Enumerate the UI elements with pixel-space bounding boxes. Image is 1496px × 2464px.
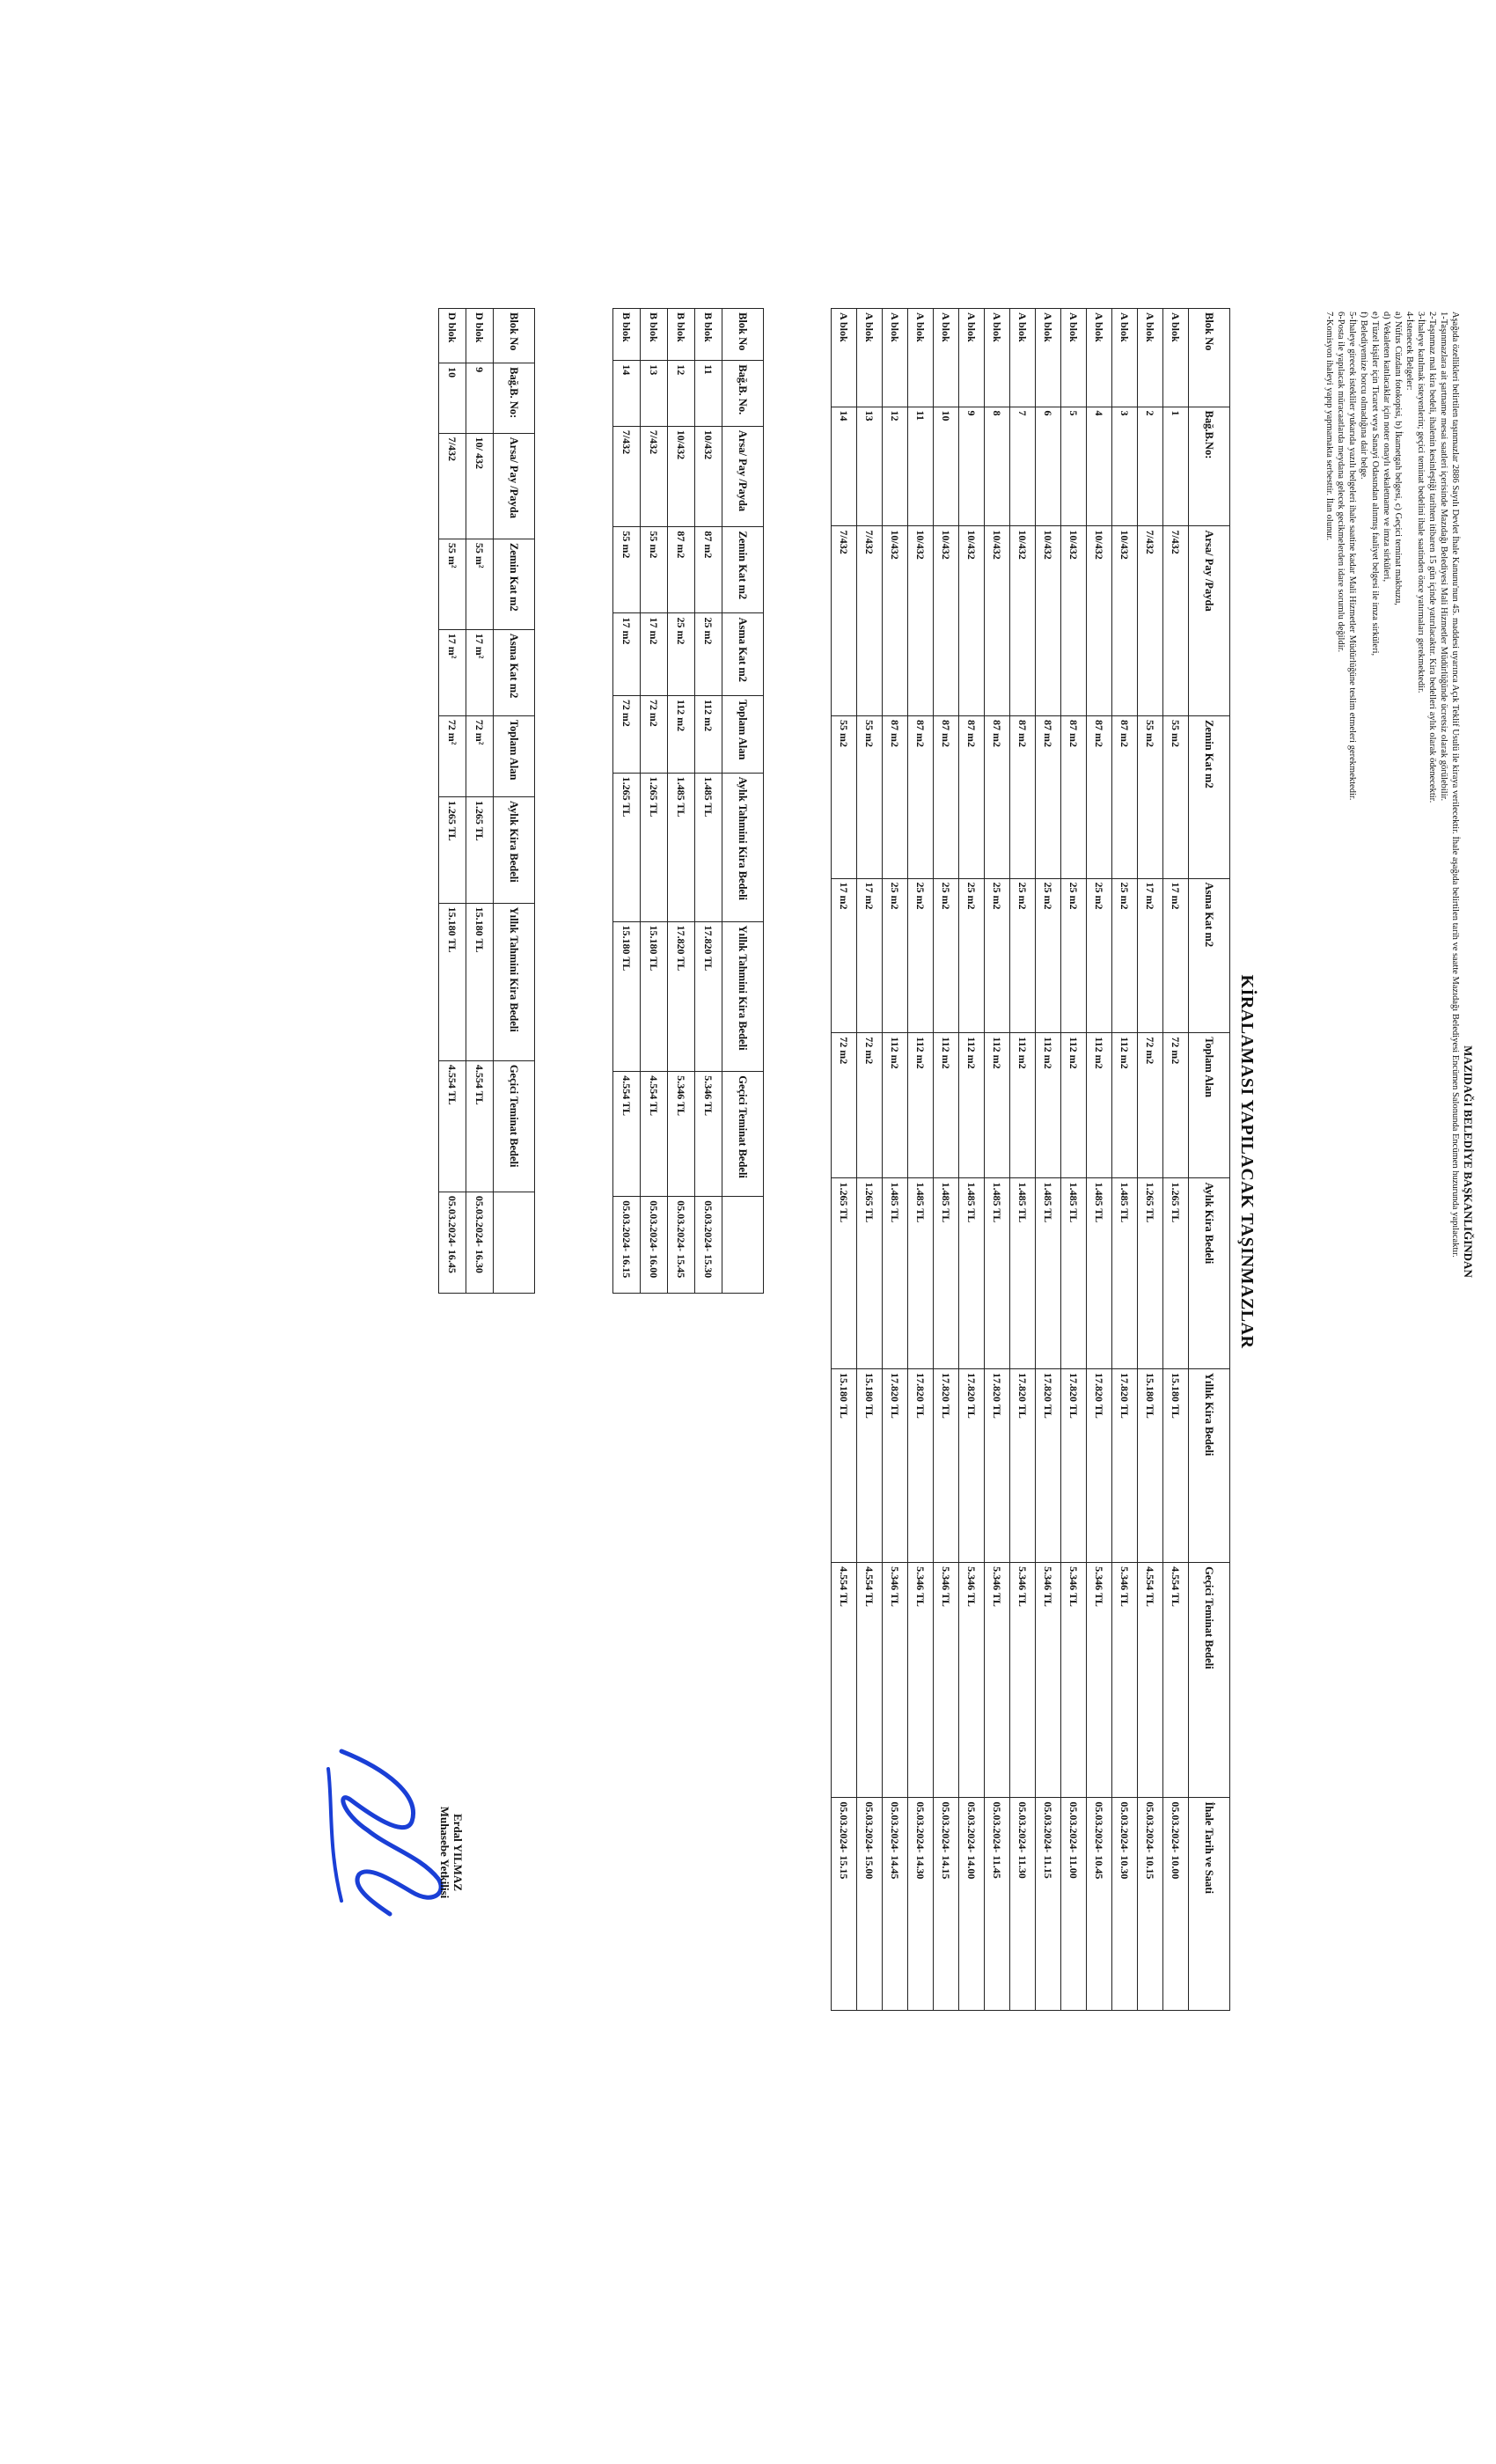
table-cell: 17.820 TL: [934, 1369, 959, 1563]
table-row: [439, 309, 466, 1294]
table-cell: 25 m2: [695, 613, 722, 695]
table-cell: 05.03.2024- 11.45: [985, 1798, 1010, 2011]
table-row: [908, 309, 934, 2011]
column-header: [722, 1197, 764, 1294]
table-row: [613, 309, 641, 1294]
table-cell: 10/432: [959, 526, 985, 716]
table-cell: 72 m2: [1163, 1033, 1189, 1178]
table-cell: 10/432: [695, 426, 722, 527]
intro-line: 6-Posta ile yapılacak müracaatlarda meydana gelecek gecikmelerden idare sorumlu değildir.: [1336, 312, 1346, 653]
table-cell: 55 m2: [832, 715, 857, 878]
table-cell: 17.820 TL: [883, 1369, 908, 1563]
column-header: Asma Kat m2: [1189, 878, 1230, 1033]
column-header: Bağ.B. No.: [722, 361, 764, 427]
table-cell: 3: [1112, 407, 1138, 526]
column-header: Zemin Kat m2: [494, 539, 535, 629]
table-cell: 112 m2: [1087, 1033, 1112, 1178]
column-header: Geçici Teminat Bedeli: [1189, 1563, 1230, 1798]
table-cell: 10/ 432: [466, 433, 494, 539]
table-cell: 87 m2: [908, 715, 934, 878]
column-header: Zemin Kat m2: [722, 527, 764, 613]
table-cell: 17.820 TL: [908, 1369, 934, 1563]
table-cell: 05.03.2024- 11.15: [1036, 1798, 1061, 2011]
table-cell: 15.180 TL: [613, 921, 641, 1072]
table-cell: 87 m2: [959, 715, 985, 878]
table-cell: 7/432: [832, 526, 857, 716]
table-cell: 55 m2: [1163, 715, 1189, 878]
table-cell: 55 m²: [466, 539, 494, 629]
table-cell: 15.180 TL: [832, 1369, 857, 1563]
table-cell: 25 m2: [1087, 878, 1112, 1033]
table-cell: A blok: [908, 309, 934, 407]
table-cell: 25 m2: [985, 878, 1010, 1033]
table-cell: 5.346 TL: [1036, 1563, 1061, 1798]
table-cell: B blok: [641, 309, 668, 361]
table-cell: 55 m²: [439, 539, 466, 629]
column-header: Blok No: [494, 309, 535, 363]
intro-line: e) Tüzel kişiler için Ticaret veya Sanayi Odasından alınmış faaliyet belgesi ile imza sirküleri,: [1370, 312, 1380, 656]
table-cell: 5.346 TL: [1087, 1563, 1112, 1798]
table-cell: 1.485 TL: [1061, 1178, 1087, 1369]
table-cell: 9: [466, 363, 494, 433]
table-cell: 8: [985, 407, 1010, 526]
table-cell: 112 m2: [1010, 1033, 1036, 1178]
table-cell: 72 m2: [1138, 1033, 1163, 1178]
column-header: Yıllık Tahmini Kira Bedeli: [494, 903, 535, 1060]
table-cell: 87 m2: [668, 527, 695, 613]
table-cell: 10: [439, 363, 466, 433]
table-cell: 17 m2: [613, 613, 641, 695]
table-cell: 6: [1036, 407, 1061, 526]
table-row: [883, 309, 908, 2011]
table-cell: 112 m2: [959, 1033, 985, 1178]
table-cell: 05.03.2024- 14.00: [959, 1798, 985, 2011]
table-cell: 17.820 TL: [1036, 1369, 1061, 1563]
table-cell: A blok: [1112, 309, 1138, 407]
table-cell: 87 m2: [985, 715, 1010, 878]
main-title: KİRALAMASI YAPILACAK TAŞINMAZLAR: [1237, 974, 1257, 1349]
table-cell: A blok: [1061, 309, 1087, 407]
table-cell: 72 m²: [439, 715, 466, 796]
table-cell: 10/432: [668, 426, 695, 527]
intro-line: 4-İstenecek Belgeler:: [1404, 312, 1414, 391]
table-cell: 05.03.2024- 10.30: [1112, 1798, 1138, 2011]
table-cell: 10/432: [908, 526, 934, 716]
table-cell: 05.03.2024- 14.45: [883, 1798, 908, 2011]
table-cell: 5.346 TL: [934, 1563, 959, 1798]
table-cell: 1.265 TL: [439, 796, 466, 903]
column-header: [494, 1192, 535, 1293]
table-cell: 17 m2: [832, 878, 857, 1033]
signature-block: [438, 1778, 465, 1927]
column-header: Bağ.B. No:: [494, 363, 535, 433]
table-cell: A blok: [959, 309, 985, 407]
table-cell: 4.554 TL: [439, 1060, 466, 1192]
table-cell: 87 m2: [1010, 715, 1036, 878]
table-cell: 72 m2: [857, 1033, 883, 1178]
table-cell: 112 m2: [985, 1033, 1010, 1178]
table-cell: 10: [934, 407, 959, 526]
table-cell: 17 m2: [1138, 878, 1163, 1033]
table-cell: 14: [613, 361, 641, 427]
table-cell: 5.346 TL: [985, 1563, 1010, 1798]
table-row: [985, 309, 1010, 2011]
intro-text: [1324, 308, 1461, 2015]
table-cell: 05.03.2024- 14.30: [908, 1798, 934, 2011]
table-cell: 5.346 TL: [959, 1563, 985, 1798]
table-cell: 25 m2: [1036, 878, 1061, 1033]
table-cell: 25 m2: [934, 878, 959, 1033]
column-header: Zemin Kat m2: [1189, 715, 1230, 878]
table-cell: A blok: [883, 309, 908, 407]
table-cell: 17 m2: [857, 878, 883, 1033]
table-row: [934, 309, 959, 2011]
table-cell: 112 m2: [668, 695, 695, 773]
column-header: Asma Kat m2: [494, 629, 535, 715]
column-header: Toplam Alan: [1189, 1033, 1230, 1178]
table-cell: 72 m2: [832, 1033, 857, 1178]
intro-line: d) Vekaleten katılacaklar için noter onaylı vekaletname ve imza sirküleri,: [1382, 312, 1391, 583]
table-row: [857, 309, 883, 2011]
table-cell: 112 m2: [934, 1033, 959, 1178]
rotated-document-page: [280, 308, 1477, 2015]
table-row: [1112, 309, 1138, 2011]
table-cell: 1.485 TL: [1112, 1178, 1138, 1369]
column-header: Yıllık Kira Bedeli: [1189, 1369, 1230, 1563]
table-cell: D blok: [466, 309, 494, 363]
table-cell: 1.265 TL: [857, 1178, 883, 1369]
properties-table-b: [612, 308, 764, 1294]
table-header-row: [494, 309, 535, 1294]
column-header: Geçici Teminat Bedeli: [722, 1072, 764, 1197]
table-row: [1138, 309, 1163, 2011]
column-header: Yıllık Tahmini Kira Bedeli: [722, 921, 764, 1072]
intro-line: 1-Taşınmazlara ait şartname mesai saatleri içerisinde Mazıdağı Belediyesi Mali Hizmetler Müdürlüğünde ücretsiz olarak görülebilir.: [1439, 312, 1448, 802]
table-header-row: [1189, 309, 1230, 2011]
table-cell: 1.485 TL: [1010, 1178, 1036, 1369]
table-cell: 112 m2: [908, 1033, 934, 1178]
intro-line: 3-İhaleye katılmak isteyenlerin; geçici teminat bedelini ihale saatinden önce yatırmaları gerekmektedir.: [1416, 312, 1426, 693]
table-cell: 10/432: [934, 526, 959, 716]
table-cell: 112 m2: [1036, 1033, 1061, 1178]
table-cell: 15.180 TL: [1138, 1369, 1163, 1563]
column-header: Asma Kat m2: [722, 613, 764, 695]
table-cell: 87 m2: [1061, 715, 1087, 878]
table-cell: 15.180 TL: [641, 921, 668, 1072]
column-header: Aylık Tahmini Kira Bedeli: [722, 773, 764, 921]
table-cell: 1.265 TL: [641, 773, 668, 921]
intro-line: 2-Taşınmaz mal kira bedeli, ihalenin kesinleştiği tarihten itibaren 15 gün içinde yatırılacaktır. Kira bedelleri aylık olarak ödenecektir.: [1427, 312, 1437, 803]
table-cell: 05.03.2024- 15.00: [857, 1798, 883, 2011]
table-cell: 1.265 TL: [613, 773, 641, 921]
table-row: [1010, 309, 1036, 2011]
table-row: [668, 309, 695, 1294]
table-cell: 13: [857, 407, 883, 526]
table-cell: 4.554 TL: [857, 1563, 883, 1798]
table-cell: 55 m2: [857, 715, 883, 878]
table-cell: 1.485 TL: [695, 773, 722, 921]
table-cell: 87 m2: [1112, 715, 1138, 878]
table-cell: 7/432: [1138, 526, 1163, 716]
table-cell: 17 m²: [439, 629, 466, 715]
column-header: Geçici Teminat Bedeli: [494, 1060, 535, 1192]
table-cell: 87 m2: [934, 715, 959, 878]
table-cell: 17 m²: [466, 629, 494, 715]
table-cell: 1.485 TL: [1036, 1178, 1061, 1369]
table-cell: 05.03.2024- 15.45: [668, 1197, 695, 1294]
table-cell: 112 m2: [1061, 1033, 1087, 1178]
column-header: Arsa/ Pay /Payda: [1189, 526, 1230, 716]
table-cell: 25 m2: [1061, 878, 1087, 1033]
table-cell: 05.03.2024- 10.45: [1087, 1798, 1112, 2011]
table-cell: 17 m2: [1163, 878, 1189, 1033]
table-row: [959, 309, 985, 2011]
table-cell: 5: [1061, 407, 1087, 526]
table-cell: B blok: [695, 309, 722, 361]
table-cell: A blok: [1010, 309, 1036, 407]
table-cell: 1.265 TL: [832, 1178, 857, 1369]
table-cell: 1.485 TL: [1087, 1178, 1112, 1369]
intro-line: 7-Komisyon ihaleyi yapıp yapmamakta serbesttir. İlan olunur.: [1324, 312, 1334, 541]
table-cell: A blok: [1163, 309, 1189, 407]
table-cell: 1: [1163, 407, 1189, 526]
properties-table-a: [831, 308, 1230, 2011]
table-cell: A blok: [934, 309, 959, 407]
table-cell: 4.554 TL: [1163, 1563, 1189, 1798]
table-cell: 05.03.2024- 14.15: [934, 1798, 959, 2011]
table-cell: 7/432: [857, 526, 883, 716]
table-cell: 1.485 TL: [668, 773, 695, 921]
table-cell: 1.485 TL: [883, 1178, 908, 1369]
table-row: [1163, 309, 1189, 2011]
table-cell: 05.03.2024- 16.45: [439, 1192, 466, 1293]
table-row: [1036, 309, 1061, 2011]
table-cell: 05.03.2024- 11.30: [1010, 1798, 1036, 2011]
intro-line: a) Nüfus Cüzdanı fotokopisi, b) İkametgah belgesi, c) Geçici teminat makbuzu,: [1393, 312, 1403, 605]
column-header: Toplam Alan: [722, 695, 764, 773]
table-cell: 1.265 TL: [1163, 1178, 1189, 1369]
table-cell: 4.554 TL: [641, 1072, 668, 1197]
column-header: Bağ.B.No:: [1189, 407, 1230, 526]
table-cell: 4.554 TL: [466, 1060, 494, 1192]
table-cell: 17.820 TL: [1010, 1369, 1036, 1563]
table-cell: 15.180 TL: [1163, 1369, 1189, 1563]
table-cell: 11: [695, 361, 722, 427]
table-row: [1061, 309, 1087, 2011]
column-header: Aylık Kira Bedeli: [494, 796, 535, 903]
table-cell: 05.03.2024- 16.30: [466, 1192, 494, 1293]
table-cell: 05.03.2024- 16.15: [613, 1197, 641, 1294]
intro-line: f) Belediyemize borcu olmadığına dair belge.: [1359, 312, 1368, 480]
table-cell: 25 m2: [668, 613, 695, 695]
table-cell: 7/432: [641, 426, 668, 527]
table-cell: 25 m2: [883, 878, 908, 1033]
table-cell: 112 m2: [883, 1033, 908, 1178]
table-cell: 5.346 TL: [1112, 1563, 1138, 1798]
table-cell: 17.820 TL: [695, 921, 722, 1072]
intro-line: Aşağıda özellikleri belirtilen taşınmazlar 2886 Sayılı Devlet İhale Kanunu'nun 45. maddesi uyarınca Açık Teklif Usulü ile kiraya verilecektir. İhale aşağıda belirtilen tarih ve saatte Mazıdağı Belediyesi Encümen Salonunda Encümen huzurunda yapılacaktır.: [1450, 312, 1460, 1258]
table-cell: 1.485 TL: [908, 1178, 934, 1369]
table-cell: 05.03.2024- 10.00: [1163, 1798, 1189, 2011]
table-cell: 7/432: [613, 426, 641, 527]
column-header: İhale Tarih ve Saati: [1189, 1798, 1230, 2011]
table-cell: 11: [908, 407, 934, 526]
table-cell: B blok: [613, 309, 641, 361]
table-cell: 5.346 TL: [1010, 1563, 1036, 1798]
table-cell: 05.03.2024- 11.00: [1061, 1798, 1087, 2011]
table-cell: 15.180 TL: [857, 1369, 883, 1563]
table-cell: 72 m2: [641, 695, 668, 773]
table-cell: A blok: [1087, 309, 1112, 407]
table-cell: 10/432: [1061, 526, 1087, 716]
signatory-name: Erdal YILMAZ: [451, 1814, 465, 1891]
signatory-title: Muhasebe Yetkilisi: [438, 1806, 451, 1899]
table-cell: 10/432: [1036, 526, 1061, 716]
table-cell: 05.03.2024- 10.15: [1138, 1798, 1163, 2011]
table-cell: 55 m2: [1138, 715, 1163, 878]
table-cell: 9: [959, 407, 985, 526]
column-header: Toplam Alan: [494, 715, 535, 796]
table-cell: 1.265 TL: [466, 796, 494, 903]
table-cell: 1.485 TL: [934, 1178, 959, 1369]
table-cell: 17.820 TL: [1087, 1369, 1112, 1563]
table-cell: 72 m2: [613, 695, 641, 773]
table-cell: A blok: [1138, 309, 1163, 407]
table-cell: 5.346 TL: [695, 1072, 722, 1197]
table-cell: 87 m2: [1087, 715, 1112, 878]
table-cell: 12: [668, 361, 695, 427]
table-cell: 72 m²: [466, 715, 494, 796]
table-cell: 87 m2: [1036, 715, 1061, 878]
column-header: Arsa/ Pay /Payda: [722, 426, 764, 527]
table-cell: 15.180 TL: [466, 903, 494, 1060]
table-cell: 13: [641, 361, 668, 427]
table-cell: 14: [832, 407, 857, 526]
table-cell: 5.346 TL: [668, 1072, 695, 1197]
table-cell: 17 m2: [641, 613, 668, 695]
table-cell: A blok: [832, 309, 857, 407]
table-cell: 17.820 TL: [1061, 1369, 1087, 1563]
table-cell: 25 m2: [908, 878, 934, 1033]
table-cell: 10/432: [985, 526, 1010, 716]
table-cell: 05.03.2024- 15.15: [832, 1798, 857, 2011]
properties-table-d: [438, 308, 535, 1294]
table-cell: 10/432: [1112, 526, 1138, 716]
table-cell: 112 m2: [1112, 1033, 1138, 1178]
table-cell: D blok: [439, 309, 466, 363]
table-cell: 10/432: [1087, 526, 1112, 716]
table-cell: 7/432: [439, 433, 466, 539]
table-cell: 87 m2: [695, 527, 722, 613]
column-header: Blok No: [722, 309, 764, 361]
table-cell: 4.554 TL: [613, 1072, 641, 1197]
table-header-row: [722, 309, 764, 1294]
table-cell: 1.485 TL: [985, 1178, 1010, 1369]
table-cell: 5.346 TL: [1061, 1563, 1087, 1798]
table-row: [641, 309, 668, 1294]
table-cell: 17.820 TL: [959, 1369, 985, 1563]
table-cell: 4.554 TL: [1138, 1563, 1163, 1798]
table-row: [1087, 309, 1112, 2011]
table-cell: 17.820 TL: [1112, 1369, 1138, 1563]
table-cell: 12: [883, 407, 908, 526]
table-row: [466, 309, 494, 1294]
table-cell: 5.346 TL: [883, 1563, 908, 1798]
table-cell: 1.485 TL: [959, 1178, 985, 1369]
table-cell: 5.346 TL: [908, 1563, 934, 1798]
table-cell: 25 m2: [1112, 878, 1138, 1033]
table-cell: 05.03.2024- 16.00: [641, 1197, 668, 1294]
table-cell: 2: [1138, 407, 1163, 526]
table-cell: 55 m2: [641, 527, 668, 613]
table-cell: 112 m2: [695, 695, 722, 773]
table-cell: 4.554 TL: [832, 1563, 857, 1798]
table-cell: 7: [1010, 407, 1036, 526]
column-header: Arsa/ Pay /Payda: [494, 433, 535, 539]
column-header: Aylık Kira Bedeli: [1189, 1178, 1230, 1369]
table-row: [695, 309, 722, 1294]
table-cell: A blok: [1036, 309, 1061, 407]
table-cell: 1.265 TL: [1138, 1178, 1163, 1369]
table-cell: A blok: [857, 309, 883, 407]
table-cell: B blok: [668, 309, 695, 361]
table-cell: 10/432: [883, 526, 908, 716]
column-header: Blok No: [1189, 309, 1230, 407]
table-cell: 10/432: [1010, 526, 1036, 716]
table-cell: 25 m2: [1010, 878, 1036, 1033]
table-cell: 05.03.2024- 15.30: [695, 1197, 722, 1294]
table-cell: 17.820 TL: [668, 921, 695, 1072]
notice-header: [1324, 308, 1477, 2015]
table-cell: 25 m2: [959, 878, 985, 1033]
table-cell: 17.820 TL: [985, 1369, 1010, 1563]
org-title: MAZIDAĞI BELEDİYE BAŞKANLIĞINDAN: [1462, 1045, 1475, 1278]
table-cell: 4: [1087, 407, 1112, 526]
table-cell: 87 m2: [883, 715, 908, 878]
table-row: [832, 309, 857, 2011]
table-cell: 55 m2: [613, 527, 641, 613]
table-cell: 15.180 TL: [439, 903, 466, 1060]
table-cell: 7/432: [1163, 526, 1189, 716]
intro-line: 5-İhaleye girecek istekliler yukarıda yazılı belgeleri ihale saatine kadar Mali Hizmetler Müdürlüğüne teslim etmeleri gerekmektedir.: [1347, 312, 1357, 801]
table-cell: A blok: [985, 309, 1010, 407]
